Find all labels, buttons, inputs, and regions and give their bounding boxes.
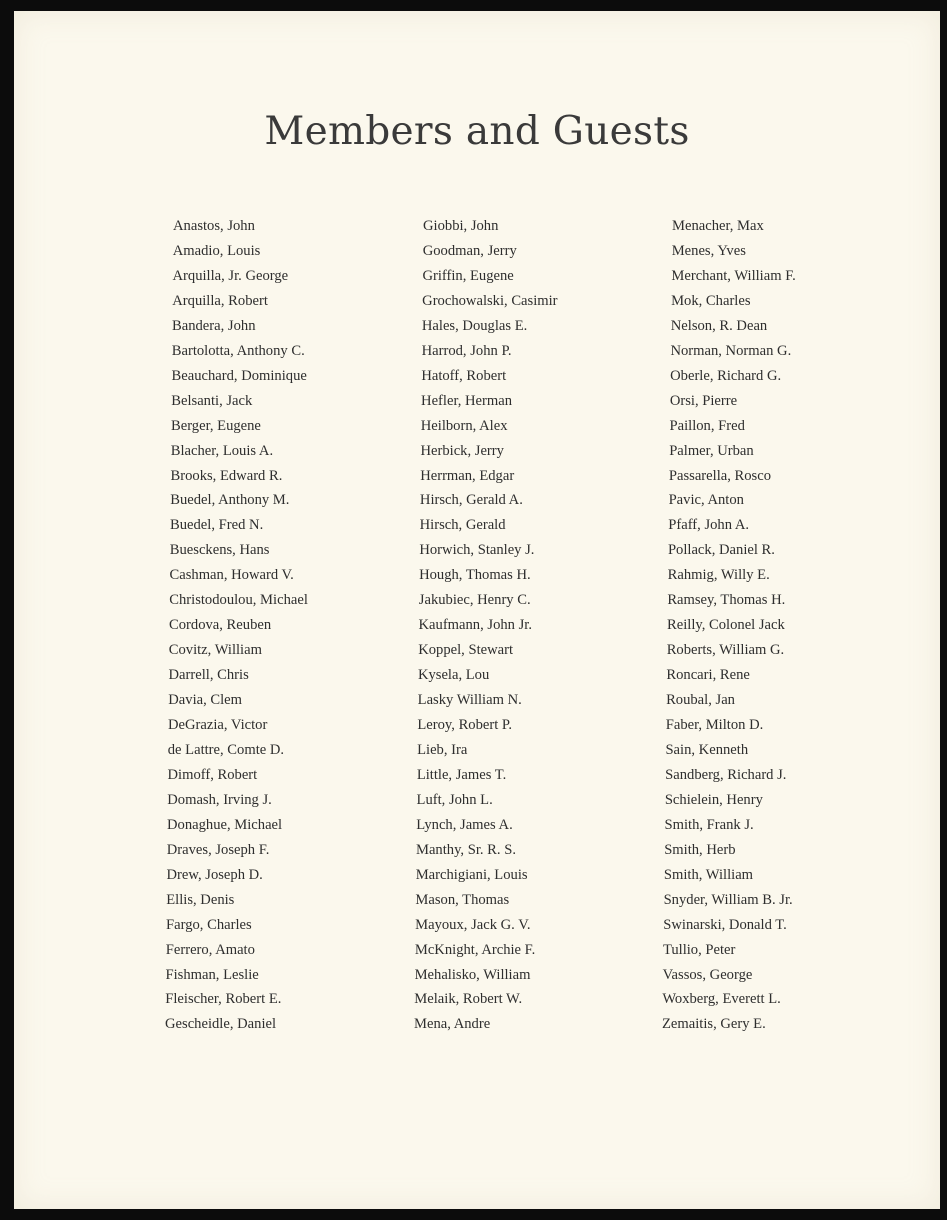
member-name: Hough, Thomas H. bbox=[419, 567, 531, 584]
member-name: Belsanti, Jack bbox=[171, 392, 253, 409]
member-name: Fishman, Leslie bbox=[165, 966, 259, 983]
member-name: Woxberg, Everett L. bbox=[662, 991, 781, 1008]
member-name: Harrod, John P. bbox=[421, 342, 512, 359]
member-name: Merchant, William F. bbox=[671, 267, 796, 284]
member-name: Oberle, Richard G. bbox=[670, 367, 782, 384]
member-name: Herrman, Edgar bbox=[420, 467, 515, 484]
member-name: Norman, Norman G. bbox=[670, 342, 792, 359]
member-name: Tullio, Peter bbox=[662, 941, 736, 958]
member-name: Heilborn, Alex bbox=[420, 417, 508, 434]
member-name: Horwich, Stanley J. bbox=[419, 542, 535, 559]
member-name: Fleischer, Robert E. bbox=[165, 991, 282, 1008]
member-name: Rahmig, Willy E. bbox=[667, 567, 770, 584]
page-title: Members and Guests bbox=[264, 109, 690, 154]
member-name: Dimoff, Robert bbox=[167, 766, 258, 783]
member-name: Mena, Andre bbox=[414, 1016, 491, 1033]
member-name: Bartolotta, Anthony C. bbox=[171, 342, 305, 359]
member-name: Sandberg, Richard J. bbox=[665, 766, 787, 783]
member-name: Pavic, Anton bbox=[668, 492, 744, 509]
member-name: Buesckens, Hans bbox=[169, 542, 270, 559]
member-name: Arquilla, Jr. George bbox=[172, 267, 289, 284]
member-name: Schielein, Henry bbox=[664, 791, 763, 808]
member-name: Lasky William N. bbox=[417, 692, 522, 709]
member-name: Darrell, Chris bbox=[168, 667, 249, 684]
member-name: Buedel, Anthony M. bbox=[170, 492, 290, 509]
member-name: Cordova, Reuben bbox=[169, 617, 272, 634]
member-name: Davia, Clem bbox=[168, 692, 243, 709]
member-name: Nelson, R. Dean bbox=[670, 317, 768, 334]
member-name: Little, James T. bbox=[416, 766, 507, 783]
member-name: Goodman, Jerry bbox=[422, 242, 517, 259]
member-name: Koppel, Stewart bbox=[418, 642, 514, 659]
member-name: Anastos, John bbox=[173, 218, 255, 234]
member-name: Mayoux, Jack G. V. bbox=[415, 916, 531, 933]
member-name: McKnight, Archie F. bbox=[414, 941, 536, 958]
member-name: Mok, Charles bbox=[671, 292, 751, 309]
member-name: Faber, Milton D. bbox=[665, 717, 764, 733]
member-name: Snyder, William B. Jr. bbox=[663, 891, 793, 908]
member-name: Bandera, John bbox=[172, 317, 256, 334]
member-name: Lieb, Ira bbox=[417, 741, 468, 758]
member-name: Roberts, William G. bbox=[666, 642, 785, 659]
member-name: Grochowalski, Casimir bbox=[422, 292, 558, 309]
member-name: Pfaff, John A. bbox=[668, 517, 750, 534]
member-name: Mehalisko, William bbox=[414, 966, 531, 983]
member-name: Ramsey, Thomas H. bbox=[667, 592, 786, 609]
member-name: Brooks, Edward R. bbox=[170, 467, 283, 484]
member-name: Passarella, Rosco bbox=[668, 467, 772, 484]
member-name: Blacher, Louis A. bbox=[170, 442, 274, 459]
member-name: Luft, John L. bbox=[416, 791, 493, 808]
member-name: Fargo, Charles bbox=[166, 916, 252, 933]
member-name: Manthy, Sr. R. S. bbox=[415, 841, 516, 858]
member-name: Menacher, Max bbox=[672, 218, 764, 234]
member-name: Ellis, Denis bbox=[166, 891, 235, 908]
member-name: Melaik, Robert W. bbox=[414, 991, 523, 1008]
member-name: Reilly, Colonel Jack bbox=[667, 617, 785, 634]
member-name: Beauchard, Dominique bbox=[171, 367, 307, 384]
member-name: Arquilla, Robert bbox=[172, 292, 268, 309]
member-name: Domash, Irving J. bbox=[167, 791, 272, 808]
member-name: Leroy, Robert P. bbox=[417, 717, 513, 733]
member-name: Hales, Douglas E. bbox=[421, 317, 528, 334]
member-name: Hefler, Herman bbox=[421, 392, 513, 409]
member-name: Buedel, Fred N. bbox=[170, 517, 264, 534]
member-name: DeGrazia, Victor bbox=[168, 717, 268, 733]
member-name: Drew, Joseph D. bbox=[166, 866, 263, 883]
member-name: Menes, Yves bbox=[671, 242, 746, 259]
member-name: Ferrero, Amato bbox=[165, 941, 255, 958]
member-name: Hirsch, Gerald A. bbox=[419, 492, 523, 509]
member-name: Giobbi, John bbox=[423, 218, 499, 234]
member-name: Kaufmann, John Jr. bbox=[418, 617, 532, 634]
member-name: Smith, William bbox=[663, 866, 754, 883]
member-name: Roubal, Jan bbox=[666, 692, 735, 709]
member-name: Sain, Kenneth bbox=[665, 741, 749, 758]
member-name: Orsi, Pierre bbox=[669, 392, 738, 409]
member-name: Cashman, Howard V. bbox=[169, 567, 294, 584]
member-name: de Lattre, Comte D. bbox=[167, 741, 285, 758]
member-name: Christodoulou, Michael bbox=[169, 592, 308, 609]
member-name: Draves, Joseph F. bbox=[166, 841, 270, 858]
member-name: Berger, Eugene bbox=[171, 417, 261, 434]
member-name: Smith, Herb bbox=[664, 841, 736, 858]
document-page bbox=[14, 11, 940, 1209]
member-name: Paillon, Fred bbox=[669, 417, 745, 434]
member-name: Kysela, Lou bbox=[417, 667, 490, 684]
member-name: Covitz, William bbox=[168, 642, 262, 659]
member-name: Griffin, Eugene bbox=[422, 267, 514, 284]
member-name: Herbick, Jerry bbox=[420, 442, 504, 459]
member-name: Swinarski, Donald T. bbox=[663, 916, 787, 933]
member-name: Hirsch, Gerald bbox=[419, 517, 506, 534]
member-name: Roncari, Rene bbox=[666, 667, 750, 684]
member-name: Mason, Thomas bbox=[415, 891, 510, 908]
member-name: Hatoff, Robert bbox=[421, 367, 507, 384]
member-name: Donaghue, Michael bbox=[167, 816, 283, 833]
member-name: Amadio, Louis bbox=[172, 242, 261, 259]
member-name: Gescheidle, Daniel bbox=[165, 1016, 277, 1033]
member-name: Jakubiec, Henry C. bbox=[418, 592, 531, 609]
member-name: Smith, Frank J. bbox=[664, 816, 754, 833]
member-name: Zemaitis, Gery E. bbox=[662, 1016, 766, 1033]
member-name: Lynch, James A. bbox=[416, 816, 513, 833]
member-name: Pollack, Daniel R. bbox=[667, 542, 775, 559]
member-name: Vassos, George bbox=[662, 966, 753, 983]
member-name: Marchigiani, Louis bbox=[415, 866, 528, 883]
member-name: Palmer, Urban bbox=[669, 442, 754, 459]
